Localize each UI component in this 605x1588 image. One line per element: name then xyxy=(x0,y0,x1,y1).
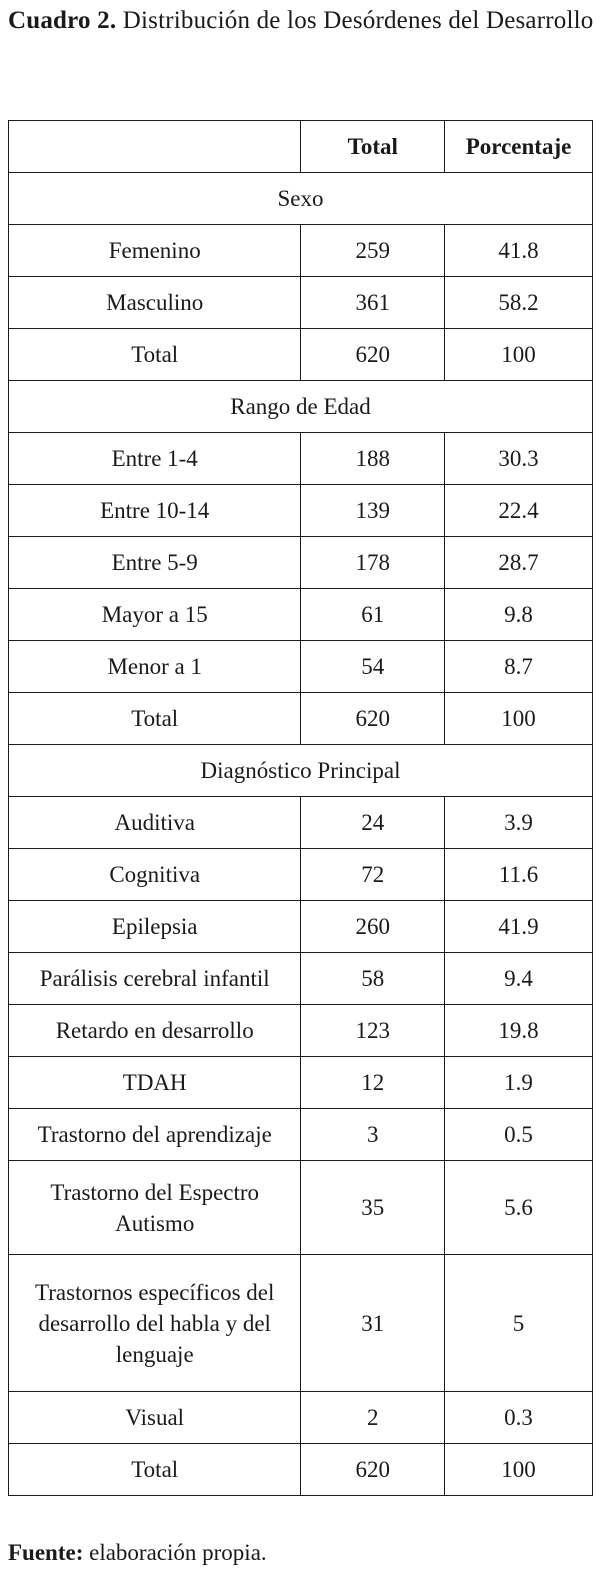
row-percent: 3.9 xyxy=(445,797,593,849)
row-total: 3 xyxy=(301,1109,445,1161)
row-label: Auditiva xyxy=(9,797,301,849)
row-label: Retardo en desarrollo xyxy=(9,1005,301,1057)
row-total: 12 xyxy=(301,1057,445,1109)
source-note xyxy=(8,1536,267,1570)
row-total: 35 xyxy=(301,1161,445,1255)
section-title: Sexo xyxy=(9,173,593,225)
row-total: 188 xyxy=(301,433,445,485)
table-row xyxy=(9,1161,593,1255)
table-row xyxy=(9,849,593,901)
row-percent: 100 xyxy=(445,693,593,745)
row-label: Visual xyxy=(9,1392,301,1444)
row-total: 24 xyxy=(301,797,445,849)
row-total: 178 xyxy=(301,537,445,589)
row-percent: 100 xyxy=(445,329,593,381)
table-row xyxy=(9,277,593,329)
table-row xyxy=(9,589,593,641)
row-percent: 0.5 xyxy=(445,1109,593,1161)
row-percent: 9.8 xyxy=(445,589,593,641)
table-row xyxy=(9,1444,593,1496)
row-percent: 30.3 xyxy=(445,433,593,485)
header-empty-cell xyxy=(9,121,301,173)
row-label: Total xyxy=(9,693,301,745)
table-row xyxy=(9,485,593,537)
header-row xyxy=(9,121,593,173)
row-total: 139 xyxy=(301,485,445,537)
row-label: Entre 1-4 xyxy=(9,433,301,485)
source-label: Fuente: xyxy=(8,1540,84,1565)
row-total: 31 xyxy=(301,1255,445,1392)
row-label: Menor a 1 xyxy=(9,641,301,693)
row-percent: 0.3 xyxy=(445,1392,593,1444)
table-row xyxy=(9,1057,593,1109)
row-total: 61 xyxy=(301,589,445,641)
header-total: Total xyxy=(301,121,445,173)
row-label: Trastorno del aprendizaje xyxy=(9,1109,301,1161)
row-label: Total xyxy=(9,1444,301,1496)
table-row xyxy=(9,225,593,277)
row-percent: 5.6 xyxy=(445,1161,593,1255)
table-row xyxy=(9,1005,593,1057)
row-label: Masculino xyxy=(9,277,301,329)
row-label: Total xyxy=(9,329,301,381)
table-row xyxy=(9,1392,593,1444)
row-percent: 11.6 xyxy=(445,849,593,901)
row-total: 620 xyxy=(301,1444,445,1496)
source-text: elaboración propia. xyxy=(89,1540,267,1565)
row-label: Entre 5-9 xyxy=(9,537,301,589)
row-percent: 28.7 xyxy=(445,537,593,589)
distribution-table xyxy=(8,120,593,1496)
row-label: Femenino xyxy=(9,225,301,277)
row-total: 72 xyxy=(301,849,445,901)
row-label: Mayor a 15 xyxy=(9,589,301,641)
row-percent: 1.9 xyxy=(445,1057,593,1109)
row-label: Epilepsia xyxy=(9,901,301,953)
table-row xyxy=(9,797,593,849)
table-row xyxy=(9,537,593,589)
row-label: Cognitiva xyxy=(9,849,301,901)
section-title: Diagnóstico Principal xyxy=(9,745,593,797)
table-row xyxy=(9,641,593,693)
row-percent: 19.8 xyxy=(445,1005,593,1057)
caption-text: Distribución de los Desórdenes del Desarrollo xyxy=(122,7,594,34)
section-row-diagnostico-principal xyxy=(9,745,593,797)
row-label: TDAH xyxy=(9,1057,301,1109)
table-row xyxy=(9,329,593,381)
row-label: Trastornos específicos del desarrollo del habla y del lenguaje xyxy=(9,1255,301,1392)
section-row-rango-de-edad xyxy=(9,381,593,433)
row-percent: 100 xyxy=(445,1444,593,1496)
table-row xyxy=(9,953,593,1005)
row-total: 2 xyxy=(301,1392,445,1444)
row-total: 260 xyxy=(301,901,445,953)
row-total: 620 xyxy=(301,329,445,381)
table-row xyxy=(9,433,593,485)
table-row xyxy=(9,1109,593,1161)
row-percent: 5 xyxy=(445,1255,593,1392)
row-total: 620 xyxy=(301,693,445,745)
table-caption xyxy=(8,4,598,38)
row-total: 361 xyxy=(301,277,445,329)
row-percent: 22.4 xyxy=(445,485,593,537)
row-percent: 9.4 xyxy=(445,953,593,1005)
table-row xyxy=(9,693,593,745)
row-label: Entre 10-14 xyxy=(9,485,301,537)
header-porcentaje: Porcentaje xyxy=(445,121,593,173)
row-total: 123 xyxy=(301,1005,445,1057)
row-percent: 41.9 xyxy=(445,901,593,953)
section-title: Rango de Edad xyxy=(9,381,593,433)
row-percent: 8.7 xyxy=(445,641,593,693)
caption-label: Cuadro 2. xyxy=(8,7,117,34)
row-total: 58 xyxy=(301,953,445,1005)
table-row xyxy=(9,901,593,953)
row-total: 259 xyxy=(301,225,445,277)
row-percent: 58.2 xyxy=(445,277,593,329)
row-percent: 41.8 xyxy=(445,225,593,277)
row-label: Parálisis cerebral infantil xyxy=(9,953,301,1005)
row-label: Trastorno del Espectro Autismo xyxy=(9,1161,301,1255)
section-row-sexo xyxy=(9,173,593,225)
table-row xyxy=(9,1255,593,1392)
row-total: 54 xyxy=(301,641,445,693)
